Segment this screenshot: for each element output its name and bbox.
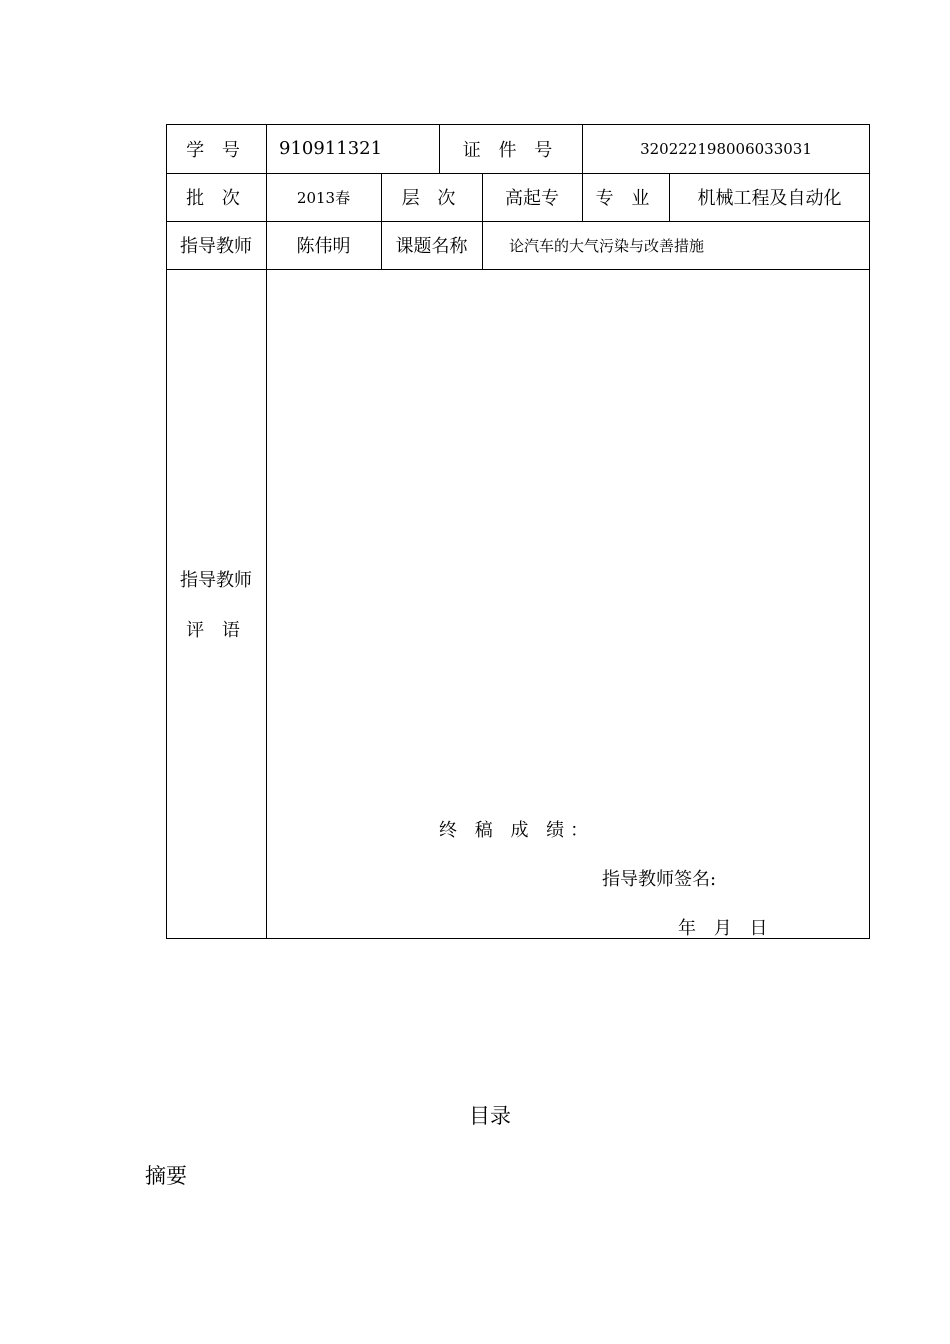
batch-value: 2013春 [296,188,351,207]
level-label: 层 次 [401,188,462,209]
toc-item-abstract: 摘要 [145,1164,187,1188]
student-id-label: 学 号 [186,139,246,161]
level-value: 高起专 [505,188,559,209]
student-info-table [166,124,870,939]
comments-label-line1: 指导教师 [180,570,252,591]
comments-label-line2: 评 语 [186,620,246,641]
cert-number-value: 320222198006033031 [640,139,812,158]
student-id-value: 910911321 [279,138,383,159]
cert-number-label: 证 件 号 [462,139,559,161]
advisor-signature-label: 指导教师签名: [602,869,717,890]
topic-value: 论汽车的大气污染与改善措施 [509,236,705,255]
batch-label: 批 次 [186,188,246,209]
final-grade-label: 终 稿 成 绩： [439,820,595,841]
date-label: 年 月 日 [678,918,774,939]
toc-title: 目录 [469,1104,511,1128]
major-label: 专 业 [595,188,656,209]
major-value: 机械工程及自动化 [697,188,842,209]
advisor-value: 陈伟明 [296,236,351,257]
topic-label: 课题名称 [395,236,468,257]
advisor-label: 指导教师 [180,236,252,257]
